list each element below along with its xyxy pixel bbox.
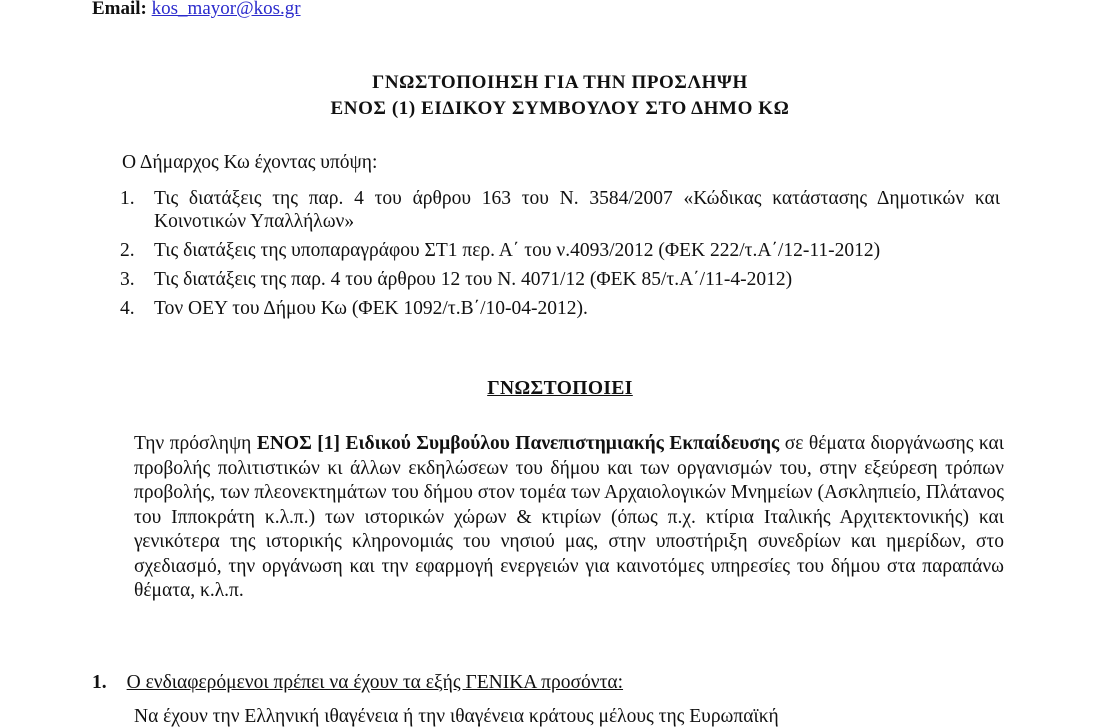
requirements-partial-line: Να έχουν την Ελληνική ιθαγένεια ή την ιθαγένεια κράτους μέλους της Ευρωπαϊκή: [134, 706, 779, 727]
announcement-paragraph: [134, 432, 1004, 604]
position-title: ΕΝΟΣ [1] Ειδικού Συμβούλου Πανεπιστημιακής Εκπαίδευσης: [256, 433, 780, 454]
list-item-number: 3.: [120, 269, 135, 290]
list-item: [120, 268, 1000, 291]
paragraph-rest: σε θέματα διοργάνωσης και προβολής πολιτιστικών κι άλλων εκδηλώσεων του δήμου και των οργανισμών του, στην εξεύρεση τρόπων προβολής, των πλεονεκτημάτων του δήμου στον τομέα των Αρχαιολογικών Μνημείων (Ασκληπιείο, Πλάτανος του Ιπποκράτη κ.λ.π.) των ιστορικών χώρων & κτιρίων (όπως π.χ. κτίρια Ιταλικής Αρχιτεκτονικής) και γενικότερα της ιστορικής κληρονομιάς του νησιού μας, στην υποστήριξη συνεδρίων και ημερίδων, στο σχεδιασμό, την οργάνωση και την εφαρμογή ενεργειών για καινοτόμες υπηρεσίες του δήμου στα παραπάνω θέματα, κ.λ.π.: [134, 433, 1004, 601]
document-title-line-1: ΓΝΩΣΤΟΠΟΙΗΣΗ ΓΙΑ ΤΗΝ ΠΡΟΣΛΗΨΗ: [372, 72, 748, 93]
list-item-number: 1.: [120, 188, 135, 209]
list-item-text: Τις διατάξεις της παρ. 4 του άρθρου 163 του Ν. 3584/2007 «Κώδικας κατάστασης Δημοτικών και Κοινοτικών Υπαλλήλων»: [154, 188, 1000, 232]
intro-text: Ο Δήμαρχος Κω έχοντας υπόψη:: [122, 152, 378, 173]
list-item: [120, 239, 1000, 262]
legal-basis-list: [120, 187, 1000, 326]
email-link[interactable]: kos_mayor@kos.gr: [151, 0, 301, 19]
list-item-text: Τις διατάξεις της υποπαραγράφου ΣΤ1 περ. Α΄ του ν.4093/2012 (ΦΕΚ 222/τ.Α΄/12-11-2012): [154, 240, 881, 261]
list-item-text: Τον ΟΕΥ του Δήμου Κω (ΦΕΚ 1092/τ.Β΄/10-04-2012).: [154, 298, 588, 319]
paragraph-prefix: Την πρόσληψη: [134, 433, 257, 454]
requirements-number: 1.: [92, 672, 107, 693]
email-label: Email:: [92, 0, 147, 19]
announce-heading: ΓΝΩΣΤΟΠΟΙΕΙ: [487, 378, 633, 399]
document-title-line-2: ΕΝΟΣ (1) ΕΙΔΙΚΟΥ ΣΥΜΒΟΥΛΟΥ ΣΤΟ ΔΗΜΟ ΚΩ: [330, 98, 790, 119]
email-line: [92, 0, 301, 20]
list-item: [120, 297, 1000, 320]
list-item: [120, 187, 1000, 233]
list-item-number: 4.: [120, 298, 135, 319]
list-item-text: Τις διατάξεις της παρ. 4 του άρθρου 12 του Ν. 4071/12 (ΦΕΚ 85/τ.Α΄/11-4-2012): [154, 269, 793, 290]
requirements-heading-text: Ο ενδιαφερόμενοι πρέπει να έχουν τα εξής ΓΕΝΙΚΑ προσόντα:: [126, 672, 624, 693]
requirements-heading: [92, 672, 623, 694]
list-item-number: 2.: [120, 240, 135, 261]
